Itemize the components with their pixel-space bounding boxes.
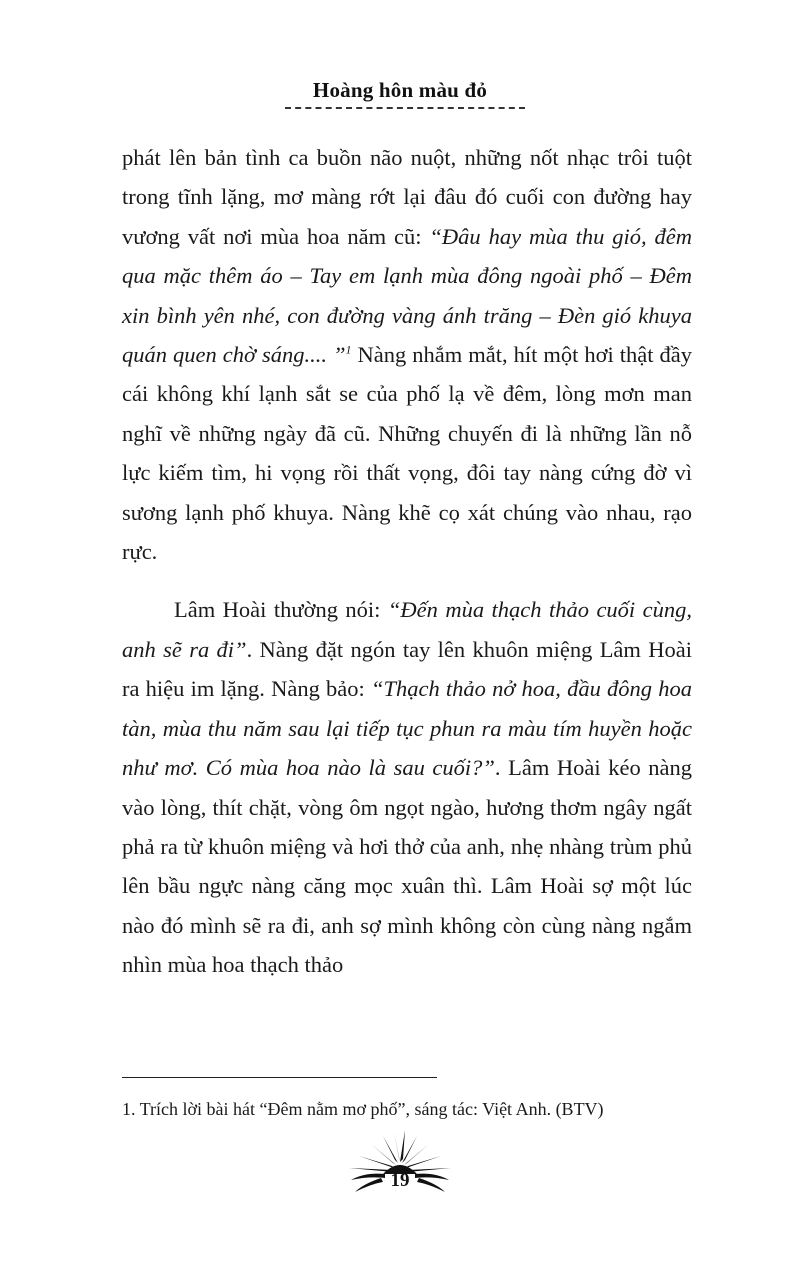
p2-quote-lam-hoai: “Đến mùa thạch thảo cuối cùng, anh sẽ ra đi” [122,597,692,662]
footnote-rule [122,1077,437,1078]
p1-quote-lyrics: “Đâu hay mùa thu gió, đêm qua mặc thêm áo – Tay em lạnh mùa đông ngoài phố – Đêm xin bình yên nhé, con đường vàng ánh trăng – Đèn gió khuya quán quen chờ sáng.... ” [122,223,692,368]
footnote: 1. Trích lời bài hát “Đêm nằm mơ phố”, sáng tác: Việt Anh. (BTV) [122,1099,604,1119]
footnote-ref: 1 [345,342,352,357]
header-dashed-rule [285,107,525,109]
p2-quote-nang: “Thạch thảo nở hoa, đầu đông hoa tàn, mùa thu năm sau lại tiếp tục phun ra màu tím huyền hoặc như mơ. Có mùa hoa nào là sau cuối?” [122,676,692,781]
paragraph-2 [122,590,692,984]
p1-run: phát lên bản tình ca buồn não nuột, những nốt nhạc trôi tuột trong tĩnh lặng, mơ màng rớt lại đâu đó cuối con đường hay vương vất nơi mùa hoa năm cũ: [122,145,692,249]
page-number: 19 [390,1170,410,1191]
p2-run: . Lâm Hoài kéo nàng vào lòng, thít chặt, vòng ôm ngọt ngào, hương thơm ngây ngất phả ra từ khuôn miệng và hơi thở của anh, nhẹ nhàng trùm phủ lên bầu ngực nàng căng mọc xuân thì. Lâm Hoài sợ một lúc nào đó mình sẽ ra đi, anh sợ mình không còn cùng nàng ngắm nhìn mùa hoa thạch thảo [122,755,692,978]
p2-run: . Nàng đặt ngón tay lên khuôn miệng Lâm Hoài ra hiệu im lặng. Nàng bảo: [122,636,693,702]
paragraph-1 [122,138,692,571]
p1-run: Nàng nhắm mắt, hít một hơi thật đầy cái không khí lạnh sắt se của phố lạ về đêm, lòng mơn man nghĩ về những ngày đã cũ. Những chuyến đi là những lần nỗ lực kiếm tìm, hi vọng rồi thất vọng, đôi tay nàng cứng đờ vì sương lạnh phố khuya. Nàng khẽ cọ xát chúng vào nhau, rạo rực. [122,342,692,565]
body-text [122,138,692,985]
p2-run: Lâm Hoài thường nói: [174,597,388,623]
running-title: Hoàng hôn màu đỏ [312,78,488,102]
